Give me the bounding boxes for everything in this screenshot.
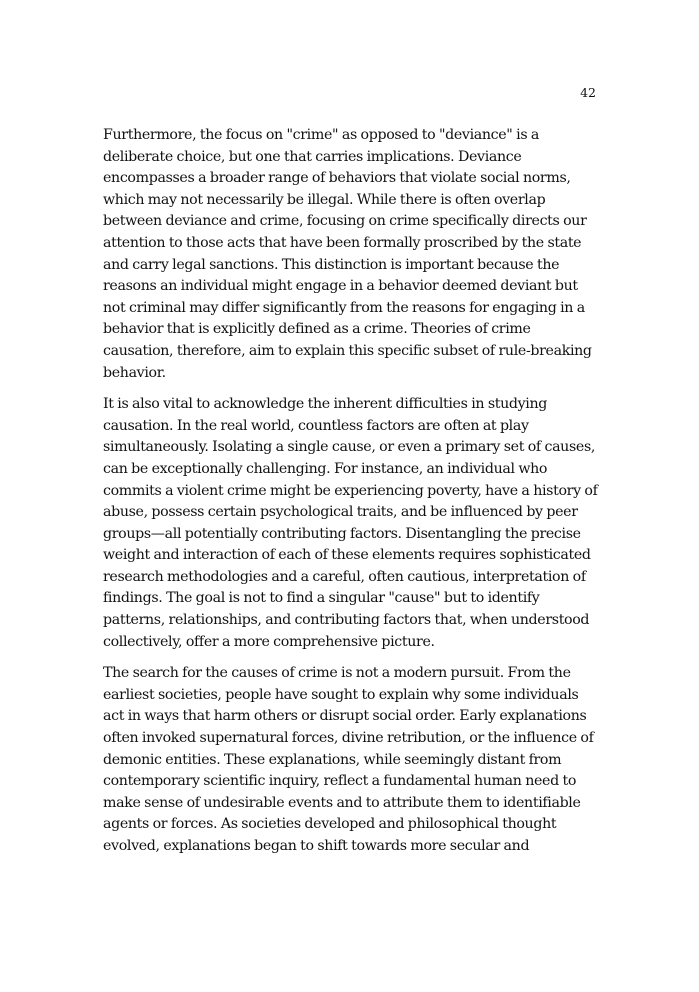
paragraph-crime-vs-deviance: Furthermore, the focus on "crime" as opposed to "deviance" is a deliberate choice, but one that carries implications. Deviance encompasses a broader range of behaviors that violate social norms, which may not necessarily be illegal. While there is often overlap between deviance and crime, focusing on crime specifically directs our attention to those acts that have been formally proscribed by the state and carry legal sanctions. This distinction is important because the reasons an individual might engage in a behavior deemed deviant but not criminal may differ significantly from the reasons for engaging in a behavior that is explicitly defined as a crime. Theories of crime causation, therefore, aim to explain this specific subset of rule-breaking behavior.: [103, 127, 592, 381]
body-text: [103, 125, 599, 868]
paragraph-history-of-explanations: The search for the causes of crime is not a modern pursuit. From the earliest societies, people have sought to explain why some individuals act in ways that harm others or disrupt social order. Early explanations often invoked supernatural forces, divine retribution, or the influence of demonic entities. These explanations, while seemingly distant from contemporary scientific inquiry, reflect a fundamental human need to make sense of undesirable events and to attribute them to identifiable agents or forces. As societies developed and philosophical thought evolved, explanations began to shift towards more secular and: [103, 665, 594, 854]
paragraph-difficulties-studying-causation: It is also vital to acknowledge the inherent difficulties in studying causation. In the real world, countless factors are often at play simultaneously. Isolating a single cause, or even a primary set of causes, can be exceptionally challenging. For instance, an individual who commits a violent crime might be experiencing poverty, have a history of abuse, possess certain psychological traits, and be influenced by peer groups—all potentially contributing factors. Disentangling the precise weight and interaction of each of these elements requires sophisticated research methodologies and a careful, often cautious, interpretation of findings. The goal is not to find a singular "cause" but to identify patterns, relationships, and contributing factors that, when understood collectively, offer a more comprehensive picture.: [103, 396, 598, 650]
page-number: 42: [580, 85, 596, 100]
